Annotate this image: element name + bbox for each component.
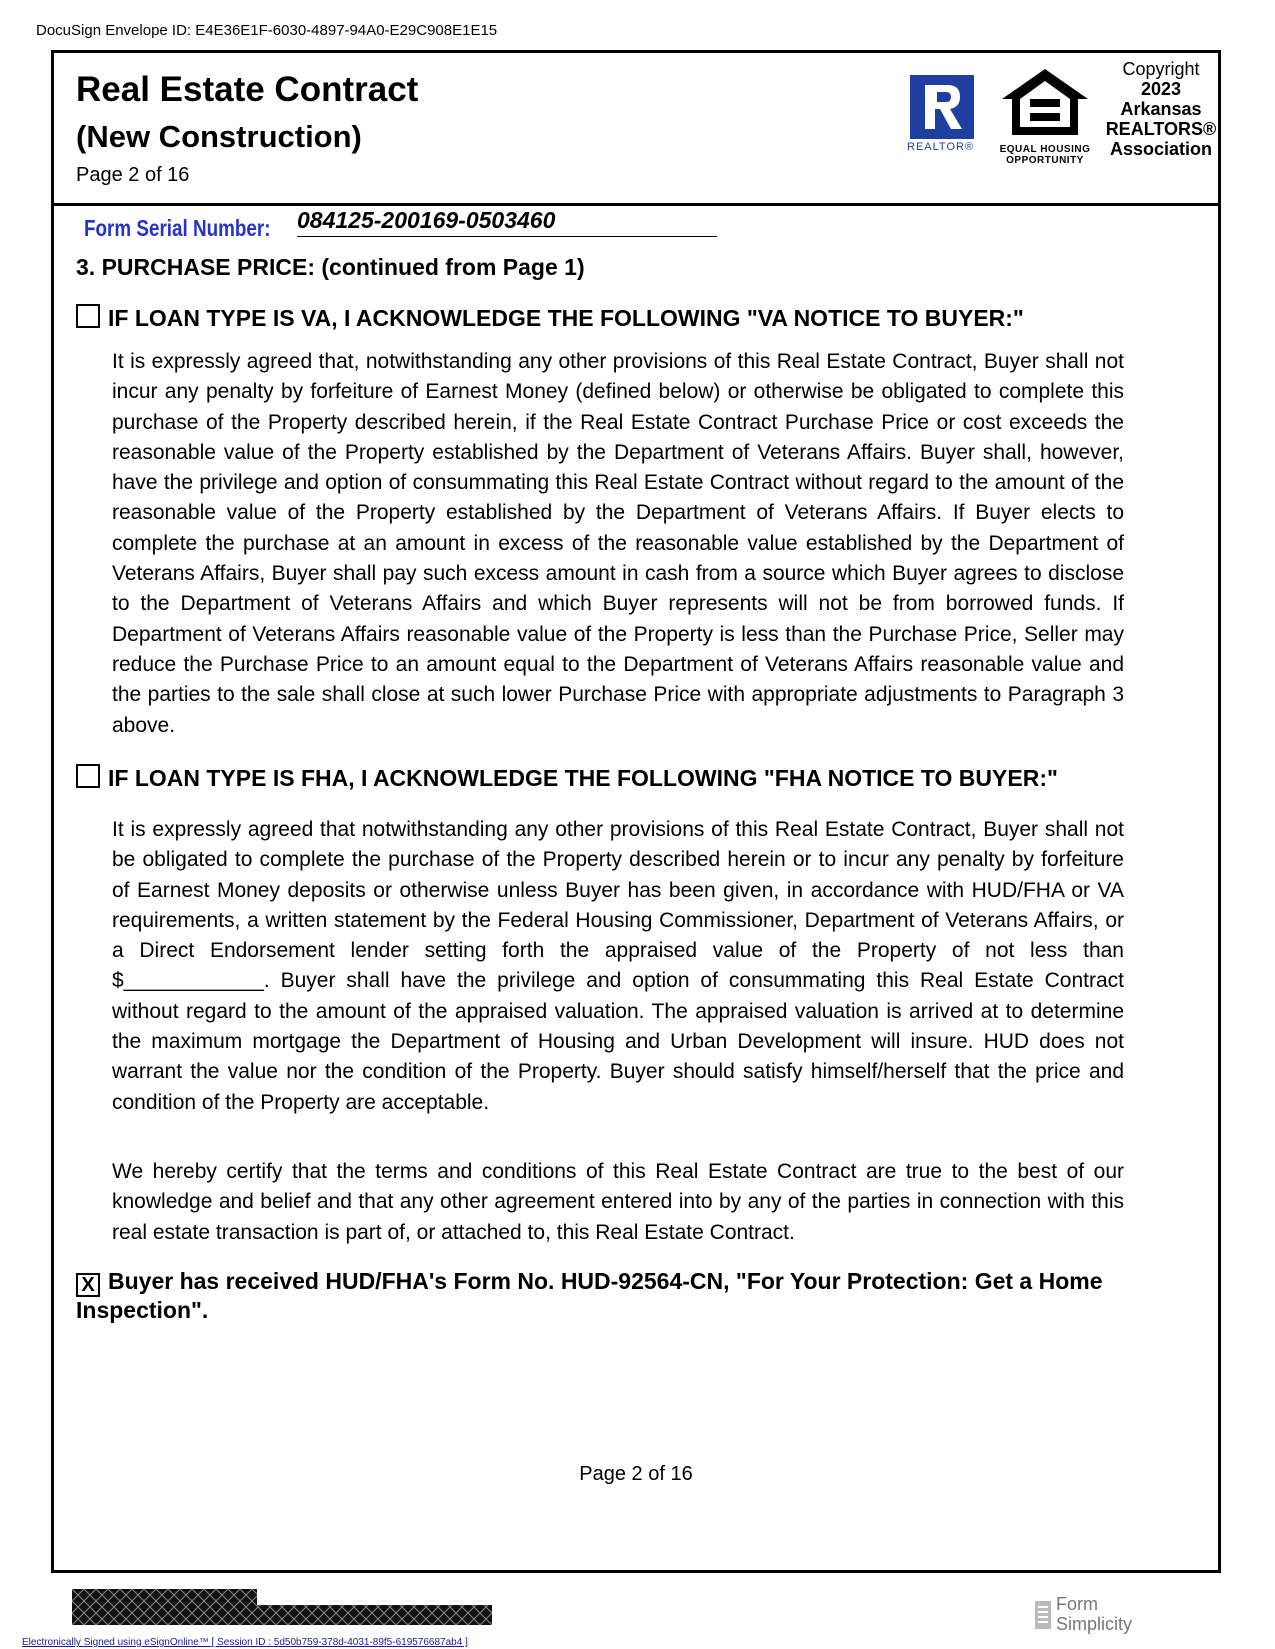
hud-form-checkbox[interactable]: X	[76, 1273, 100, 1297]
fha-certify-text: We hereby certify that the terms and conditions of this Real Estate Contract are true to the best of our knowledge and belief and that any other agreement entered into by any of the parties in connection with this real estate transaction is part of, or attached to, this Real Estate Contract.	[112, 1160, 1124, 1244]
realtor-logo-icon	[910, 75, 974, 139]
va-heading: IF LOAN TYPE IS VA, I ACKNOWLEDGE THE FOLLOWING "VA NOTICE TO BUYER:"	[108, 305, 1024, 331]
envelope-id: DocuSign Envelope ID: E4E36E1F-6030-4897-94A0-E29C908E1E15	[36, 22, 498, 39]
serial-number-value: 084125-200169-0503460	[297, 207, 717, 237]
form-frame	[51, 50, 1221, 1573]
logo-word-1: Form	[1056, 1594, 1098, 1614]
va-notice-text: It is expressly agreed that, notwithstanding any other provisions of this Real Estate Contract, Buyer shall not incur any penalty by forfeiture of Earnest Money (defined below) or otherwise be obligated to complete this purchase of the Property described herein, if the Real Estate Contract Purchase Price or cost exceeds the reasonable value of the Property established by the Department of Veterans Affairs. Buyer shall, however, have the privilege and option of consummating this Real Estate Contract without regard to the amount of the reasonable value of the Property established by the Department of Veterans Affairs. If Buyer elects to complete the purchase at an amount in excess of the reasonable value established by the Department of Veterans Affairs, Buyer shall pay such excess amount in cash from a source which Buyer agrees to disclose to the Department of Veterans Affairs and which Buyer represents will not be from borrowed funds. If Department of Veterans Affairs reasonable value of the Property is less than the Purchase Price, Seller may reduce the Purchase Price to an amount equal to the Department of Veterans Affairs reasonable value and the parties to the sale shall close at such lower Purchase Price with appropriate adjustments to Paragraph 3 above.	[112, 350, 1124, 737]
form-simplicity-logo	[1034, 1594, 1154, 1634]
va-notice-row	[76, 304, 1024, 332]
va-checkbox[interactable]	[76, 304, 100, 328]
serial-number-label: Form Serial Number:	[84, 215, 271, 241]
form-header	[54, 53, 1218, 206]
footer-page-number: Page 2 of 16	[579, 1463, 693, 1485]
section-heading: 3. PURCHASE PRICE: (continued from Page 1)	[76, 254, 585, 280]
signature-redaction-bar	[72, 1589, 492, 1625]
fha-checkbox[interactable]	[76, 764, 100, 788]
esign-link[interactable]: Electronically Signed using eSignOnline™ [ Session ID : 5d50b759-378d-4031-89f5-619576687ab4 ]	[22, 1637, 468, 1648]
equal-housing-icon	[996, 65, 1094, 166]
copyright-block	[1102, 59, 1220, 159]
fha-notice-text: It is expressly agreed that notwithstanding any other provisions of this Real Estate Contract, Buyer shall not be obligated to complete the purchase of the Property described herein or to incur any penalty by forfeiture of Earnest Money deposits or otherwise unless Buyer has been given, in accordance with HUD/FHA or VA requirements, a written statement by the Federal Housing Commissioner, Department of Veterans Affairs, or a Direct Endorsement lender setting forth the appraised value of the Property of not less than $____________. Buyer shall have the privilege and option of consummating this Real Estate Contract without regard to the amount of the appraised valuation. The appraised valuation is arrived at to determine the maximum mortgage the Department of Housing and Urban Development will insure. HUD does not warrant the value nor the condition of the Property. Buyer should satisfy himself/herself that the price and condition of the Property are acceptable.	[112, 818, 1124, 1114]
copyright-year: 2023	[1140, 79, 1182, 99]
hud-form-row	[76, 1268, 1126, 1323]
eho-text-1: EQUAL HOUSING	[999, 144, 1091, 155]
copyright-org-1: Arkansas	[1120, 99, 1202, 119]
realtor-wordmark: REALTOR®	[907, 141, 975, 153]
document-icon	[1034, 1600, 1052, 1630]
form-title: Real Estate Contract	[76, 70, 419, 109]
copyright-org-3: Association	[1109, 139, 1213, 159]
fha-heading: IF LOAN TYPE IS FHA, I ACKNOWLEDGE THE FOLLOWING "FHA NOTICE TO BUYER:"	[108, 765, 1058, 791]
eho-text-2: OPPORTUNITY	[1006, 155, 1084, 166]
copyright-org-2: REALTORS®	[1105, 119, 1217, 139]
fha-notice-row	[76, 764, 1058, 792]
form-subtitle: (New Construction)	[76, 119, 362, 154]
hud-form-text: Buyer has received HUD/FHA's Form No. HUD-92564-CN, "For Your Protection: Get a Home Inspection".	[76, 1268, 1103, 1323]
copyright-line: Copyright	[1122, 59, 1200, 79]
header-page-number: Page 2 of 16	[76, 164, 190, 186]
logo-word-2: Simplicity	[1056, 1614, 1133, 1634]
